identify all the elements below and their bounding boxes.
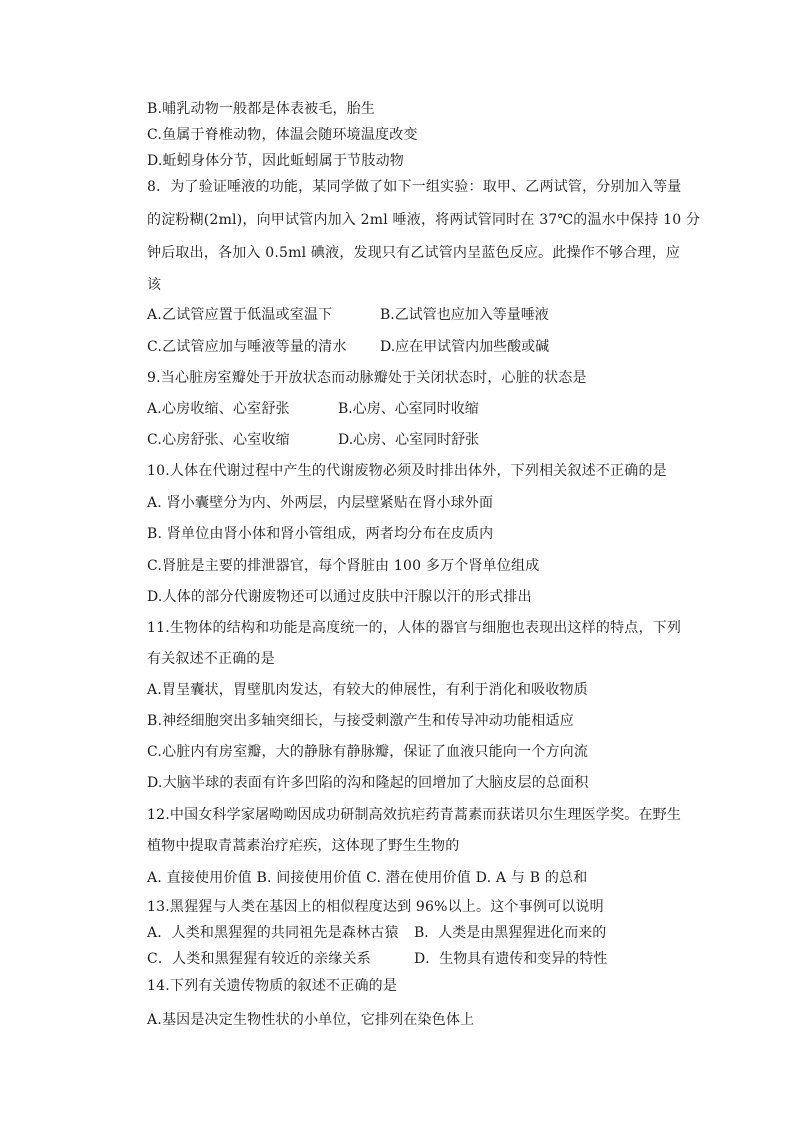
q8-stem-line-3: 钟后取出，各加入 0.5ml 碘液，发现只有乙试管内呈蓝色反应。此操作不够合理，应 — [147, 245, 681, 261]
q11-option-d: D.大脑半球的表面有许多凹陷的沟和隆起的回增加了大脑皮层的总面积 — [147, 775, 589, 791]
q10-option-b: B. 肾单位由肾小体和肾小管组成，两者均分布在皮质内 — [147, 526, 494, 542]
q11-option-a: A.胃呈囊状，胃壁肌肉发达，有较大的伸展性，有利于消化和吸收物质 — [147, 682, 588, 698]
q8-option-b: B.乙试管也应加入等量唾液 — [380, 307, 549, 323]
q13-option-c: C．人类和黑猩猩有较近的亲缘关系 — [147, 951, 371, 967]
q9-option-b: B.心房、心室同时收缩 — [338, 401, 479, 417]
q7-option-c: C.鱼属于脊椎动物，体温会随环境温度改变 — [147, 127, 418, 143]
q8-option-d: D.应在甲试管内加些酸或碱 — [380, 339, 550, 355]
q9-option-d: D.心房、心室同时舒张 — [338, 432, 480, 448]
q7-option-b: B.哺乳动物一般都是体表被毛，胎生 — [147, 101, 376, 117]
q11-stem-line-1: 11.生物体的结构和功能是高度统一的，人体的器官与细胞也表现出这样的特点，下列 — [147, 620, 682, 636]
q14-stem: 14.下列有关遗传物质的叙述不正确的是 — [147, 978, 398, 994]
q8-option-a: A.乙试管应置于低温或室温下 — [147, 307, 333, 323]
q12-stem-line-2: 植物中提取青蒿素治疗疟疾，这体现了野生生物的 — [147, 838, 460, 854]
q10-stem: 10.人体在代谢过程中产生的代谢废物必须及时排出体外，下列相关叙述不正确的是 — [147, 463, 667, 479]
q7-option-d: D.蚯蚓身体分节，因此蚯蚓属于节肢动物 — [147, 153, 404, 169]
q9-stem: 9.当心脏房室瓣处于开放状态而动脉瓣处于关闭状态时，心脏的状态是 — [147, 370, 587, 386]
q9-option-a: A.心房收缩、心室舒张 — [147, 401, 290, 417]
q13-option-d: D．生物具有遗传和变异的特性 — [414, 951, 608, 967]
q8-stem-line-1: 8．为了验证唾液的功能，某同学做了如下一组实验：取甲、乙两试管，分别加入等量 — [147, 179, 682, 195]
q8-option-c: C.乙试管应加与唾液等量的清水 — [147, 339, 347, 355]
q14-option-a: A.基因是决定生物性状的小单位，它排列在染色体上 — [147, 1012, 475, 1028]
q13-option-b: B．人类是由黑猩猩进化而来的 — [414, 925, 607, 941]
q10-option-c: C.肾脏是主要的排泄器官，每个肾脏由 100 多万个肾单位组成 — [147, 558, 540, 574]
q8-stem-line-2: 的淀粉糊(2ml)，向甲试管内加入 2ml 唾液，将两试管同时在 37℃的温水中保持 10 分 — [147, 212, 701, 228]
q13-option-a: A．人类和黑猩猩的共同祖先是森林古猿 — [147, 925, 399, 941]
q11-option-b: B.神经细胞突出多轴突细长，与接受刺激产生和传导冲动功能相适应 — [147, 713, 574, 729]
q11-option-c: C.心脏内有房室瓣，大的静脉有静脉瓣，保证了血液只能向一个方向流 — [147, 744, 589, 760]
q10-option-d: D.人体的部分代谢废物还可以通过皮肤中汗腺以汗的形式排出 — [147, 589, 532, 605]
q12-stem-line-1: 12.中国女科学家屠呦呦因成功研制高效抗疟药青蒿素而获诺贝尔生理医学奖。在野生 — [147, 807, 682, 823]
q8-stem-line-4: 该 — [147, 277, 162, 293]
q13-stem: 13.黑猩猩与人类在基因上的相似程度达到 96%以上。这个事例可以说明 — [147, 899, 604, 915]
q12-options: A. 直接使用价值 B. 间接使用价值 C. 潜在使用价值 D. A 与 B 的总和 — [147, 870, 588, 886]
q11-stem-line-2: 有关叙述不正确的是 — [147, 651, 275, 667]
q10-option-a: A. 肾小囊壁分为内、外两层，内层壁紧贴在肾小球外面 — [147, 495, 494, 511]
q9-option-c: C.心房舒张、心室收缩 — [147, 432, 290, 448]
